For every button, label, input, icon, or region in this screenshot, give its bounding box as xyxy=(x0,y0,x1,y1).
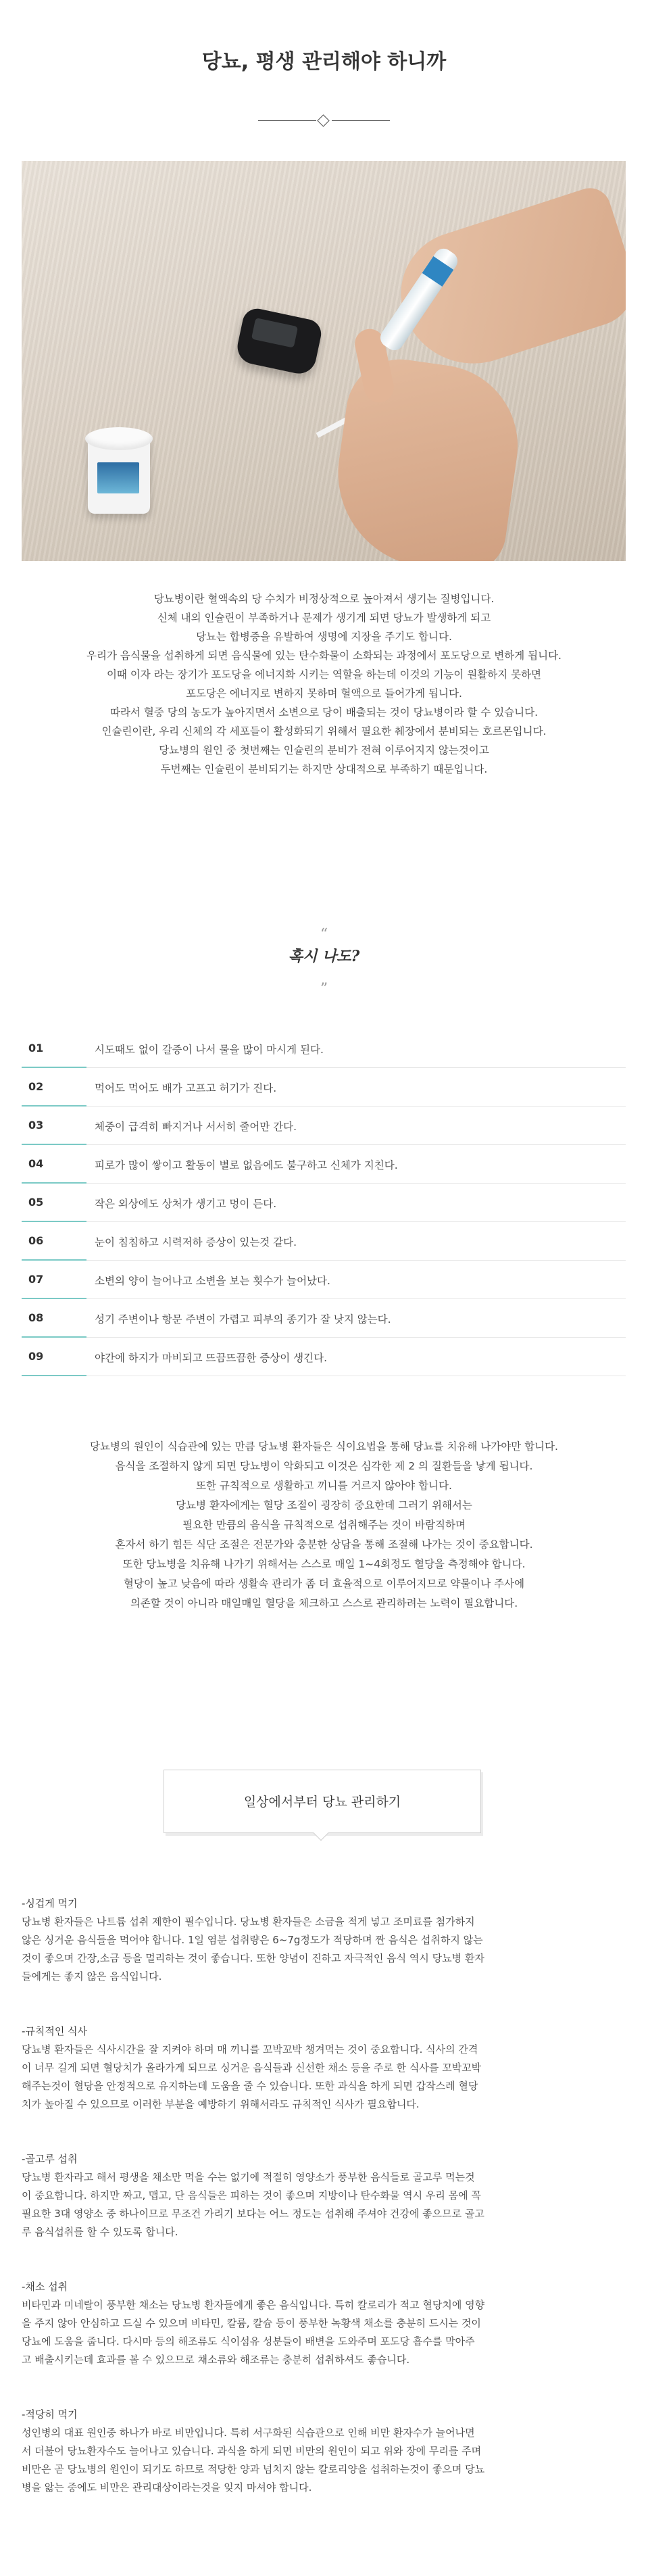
tip-line: 당뇨에 도움을 줍니다. 다시마 등의 해조류도 식이섬유 성분들이 배변을 도와주며 포도당 흡수를 막아주 xyxy=(22,2335,475,2348)
row-accent-line xyxy=(22,1375,86,1376)
tip-line: 비만은 곧 당뇨병의 원인이 되기도 하므로 적당한 양과 넘치지 않는 칼로리양을 섭취하는것이 좋으며 당뇨 xyxy=(22,2463,485,2475)
jar-cap xyxy=(85,427,153,450)
tip-section xyxy=(22,2406,627,2497)
tip-line: 루 음식섭취를 할 수 있도록 합니다. xyxy=(22,2226,178,2238)
checklist-text: 눈이 침침하고 시력저하 증상이 있는것 같다. xyxy=(95,1236,297,1248)
checklist-row xyxy=(22,1107,626,1145)
tip-heading: -적당히 먹기 xyxy=(22,2408,78,2421)
checklist-text: 먹어도 먹어도 배가 고프고 허기가 진다. xyxy=(95,1082,277,1094)
checklist-number: 07 xyxy=(28,1273,44,1286)
checklist-row xyxy=(22,1029,626,1068)
tip-line: 병을 앓는 중에도 비만은 관리대상이라는것을 잊지 마셔야 합니다. xyxy=(22,2481,312,2494)
intro-line: 포도당은 에너지로 변하지 못하며 혈액으로 들어가게 됩니다. xyxy=(186,687,462,700)
management-line: 필요한 만큼의 음식을 규칙적으로 섭취해주는 것이 바람직하며 xyxy=(182,1519,466,1531)
checklist-row xyxy=(22,1299,626,1338)
intro-line: 당뇨병이란 혈액속의 당 수치가 비정상적으로 높아져서 생기는 질병입니다. xyxy=(153,593,495,605)
tips-sections xyxy=(22,1895,627,2533)
tip-line: 당뇨병 환자들은 식사시간을 잘 지켜야 하며 매 끼니를 꼬박꼬박 챙겨먹는 것이 중요합니다. 식사의 간격 xyxy=(22,2043,478,2056)
divider-line-right xyxy=(332,120,390,121)
tip-heading: -채소 섭취 xyxy=(22,2281,68,2293)
management-line: 당뇨병 환자에게는 혈당 조절이 굉장히 중요한데 그러기 위해서는 xyxy=(176,1499,472,1511)
tip-heading: -규칙적인 식사 xyxy=(22,2025,88,2037)
checklist-number: 06 xyxy=(28,1234,44,1247)
checklist-number: 01 xyxy=(28,1042,44,1054)
tip-section xyxy=(22,2150,627,2241)
tip-body xyxy=(22,2041,627,2114)
management-line: 의존할 것이 아니라 매일매일 혈당을 체크하고 스스로 관리하려는 노력이 필요합니다. xyxy=(130,1597,518,1609)
intro-line: 당뇨는 합병증을 유발하여 생명에 지장을 주기도 합니다. xyxy=(196,631,452,643)
checklist-number: 04 xyxy=(28,1157,44,1170)
checklist-text: 체중이 급격히 빠지거나 서서히 줄어만 간다. xyxy=(95,1121,297,1133)
checklist-number: 09 xyxy=(28,1350,44,1363)
intro-line: 당뇨병의 원인 중 첫번째는 인슐린의 분비가 전혀 이루어지지 않는것이고 xyxy=(159,744,489,756)
tip-section xyxy=(22,1895,627,1986)
quote-open-icon: “ xyxy=(320,926,328,943)
title-divider xyxy=(258,115,390,127)
intro-line: 신체 내의 인슐린이 부족하거나 문제가 생기게 되면 당뇨가 발생하게 되고 xyxy=(157,612,491,624)
jar-label xyxy=(97,462,139,493)
management-line: 음식을 조절하지 않게 되면 당뇨병이 악화되고 이것은 심각한 제 2 의 질환들을 낳게 됩니다. xyxy=(115,1460,533,1472)
management-line: 또한 규칙적으로 생활하고 끼니를 거르지 않아야 합니다. xyxy=(196,1480,452,1492)
hero-photo xyxy=(22,161,626,561)
tip-heading: -싱겁게 먹기 xyxy=(22,1897,78,1910)
speech-box-title: 일상에서부터 당뇨 관리하기 xyxy=(243,1795,401,1809)
management-line: 또한 당뇨병을 치유해 나가기 위해서는 스스로 매일 1~4회정도 혈당을 측정해야 합니다. xyxy=(122,1558,526,1570)
tip-line: 것이 좋으며 간장,소금 등을 멀리하는 것이 좋습니다. 또한 양념이 진하고 자극적인 음식 역시 당뇨병 환자 xyxy=(22,1952,484,1964)
tip-line: 해주는것이 혈당을 안정적으로 유지하는데 도움을 줄 수 있습니다. 또한 과식을 하게 되면 갑작스레 혈당 xyxy=(22,2080,478,2092)
tip-line: 필요한 3대 영양소 중 하나이므로 무조건 가리기 보다는 어느 정도는 섭취해 주셔야 건강에 좋으므로 골고 xyxy=(22,2208,484,2220)
quote-close-icon: ” xyxy=(320,981,328,998)
checklist-number: 02 xyxy=(28,1080,44,1093)
intro-line: 따라서 혈중 당의 농도가 높아지면서 소변으로 당이 배출되는 것이 당뇨병이라 할 수 있습니다. xyxy=(109,706,539,719)
intro-line: 인슐린이란, 우리 신체의 각 세포들이 활성화되기 위해서 필요한 췌장에서 분비되는 호르몬입니다. xyxy=(101,725,547,737)
meter-screen xyxy=(251,318,298,348)
checklist-number: 08 xyxy=(28,1311,44,1324)
tip-line: 들에게는 좋지 않은 음식입니다. xyxy=(22,1970,162,1983)
checklist-row xyxy=(22,1068,626,1107)
checklist-row xyxy=(22,1184,626,1222)
tip-body xyxy=(22,1913,627,1986)
tip-line: 이 중요합니다. 하지만 짜고, 맵고, 단 음식들은 피하는 것이 좋으며 지방이나 탄수화물 역시 우리 몸에 꼭 xyxy=(22,2189,481,2202)
tip-line: 이 너무 길게 되면 혈당치가 올라가게 되므로 싱거운 음식들과 신선한 채소 등을 주로 한 식사를 꼬박꼬박 xyxy=(22,2062,482,2074)
checklist-text: 성기 주변이나 항문 주변이 가렵고 피부의 종기가 잘 낫지 않는다. xyxy=(95,1313,391,1326)
tip-heading: -골고루 섭취 xyxy=(22,2153,78,2165)
checklist-row xyxy=(22,1338,626,1376)
page-title: 당뇨, 평생 관리해야 하니까 xyxy=(201,50,447,74)
intro-line: 우리가 음식물을 섭취하게 되면 음식물에 있는 탄수화물이 소화되는 과정에서 포도당으로 변하게 됩니다. xyxy=(86,650,562,662)
tip-line: 을 주지 않아 안심하고 드실 수 있으며 비타민, 칼륨, 칼슘 등이 풍부한 녹황색 채소를 충분히 드시는 것이 xyxy=(22,2317,481,2329)
speech-box xyxy=(164,1770,481,1843)
tip-line: 비타민과 미네랄이 풍부한 채소는 당뇨병 환자들에게 좋은 음식입니다. 특히 칼로리가 적고 혈당치에 영향 xyxy=(22,2299,485,2311)
tip-section xyxy=(22,2278,627,2369)
tip-section xyxy=(22,2022,627,2114)
checklist-number: 05 xyxy=(28,1196,44,1209)
checklist-number: 03 xyxy=(28,1119,44,1132)
tip-line: 고 배출시키는데 효과를 볼 수 있으므로 채소류와 해조류는 충분히 섭취하셔도 좋습니다. xyxy=(22,2354,410,2366)
tip-line: 당뇨병 환자들은 나트륨 섭취 제한이 필수입니다. 당뇨병 환자들은 소금을 적게 넣고 조미료를 첨가하지 xyxy=(22,1916,475,1928)
tip-line: 치가 높아질 수 있으므로 이러한 부분을 예방하기 위해서라도 규칙적인 식사가 필요합니다. xyxy=(22,2098,420,2110)
management-text xyxy=(0,1437,648,1613)
diamond-icon xyxy=(317,114,329,126)
tip-line: 성인병의 대표 원인중 하나가 바로 비만입니다. 특히 서구화된 식습관으로 인해 비만 환자수가 늘어나면 xyxy=(22,2427,475,2439)
tip-line: 당뇨병 환자라고 해서 평생을 채소만 먹을 수는 없기에 적절히 영양소가 풍부한 음식들로 골고루 먹는것 xyxy=(22,2171,475,2183)
checklist-text: 야간에 하지가 마비되고 뜨끔뜨끔한 증상이 생긴다. xyxy=(95,1352,327,1364)
speech-box-frame xyxy=(164,1770,481,1833)
checklist-text: 피로가 많이 쌓이고 활동이 별로 없음에도 불구하고 신체가 지친다. xyxy=(95,1159,398,1171)
test-strip-jar xyxy=(88,434,150,514)
intro-text xyxy=(0,589,648,779)
symptom-checklist xyxy=(22,1029,626,1376)
tip-line: 서 더불어 당뇨환자수도 늘어나고 있습니다. 과식을 하게 되면 비만의 원인이 되고 위와 장에 무리를 주며 xyxy=(22,2445,482,2457)
divider-line-left xyxy=(258,120,316,121)
management-line: 당뇨병의 원인이 식습관에 있는 만큼 당뇨병 환자들은 식이요법을 통해 당뇨를 치유해 나가야만 합니다. xyxy=(90,1440,558,1453)
checklist-row xyxy=(22,1261,626,1299)
tip-body xyxy=(22,2168,627,2241)
tip-line: 않은 싱거운 음식들을 먹어야 합니다. 1일 염분 섭취량은 6~7g정도가 적당하며 짠 음식은 섭취하지 않는 xyxy=(22,1934,483,1946)
tip-body xyxy=(22,2424,627,2497)
checklist-row xyxy=(22,1145,626,1184)
checklist-title: 혹시 나도? xyxy=(288,948,360,965)
management-line: 혼자서 하기 힘든 식단 조절은 전문가와 충분한 상담을 통해 조절해 나가는 것이 중요합니다. xyxy=(115,1538,533,1551)
tip-body xyxy=(22,2296,627,2369)
checklist-row xyxy=(22,1222,626,1261)
management-line: 혈당이 높고 낮음에 따라 생활속 관리가 좀 더 효율적으로 이루어지므로 약물이나 주사에 xyxy=(123,1578,525,1590)
checklist-text: 작은 외상에도 상처가 생기고 멍이 든다. xyxy=(95,1198,277,1210)
intro-line: 두번째는 인슐린이 분비되기는 하지만 상대적으로 부족하기 때문입니다. xyxy=(160,763,488,775)
intro-line: 이때 이자 라는 장기가 포도당을 에너지화 시키는 역할을 하는데 이것의 기능이 원활하지 못하면 xyxy=(106,669,542,681)
checklist-text: 소변의 양이 늘어나고 소변을 보는 횟수가 늘어났다. xyxy=(95,1275,330,1287)
checklist-text: 시도때도 없이 갈증이 나서 물을 많이 마시게 된다. xyxy=(95,1044,324,1056)
